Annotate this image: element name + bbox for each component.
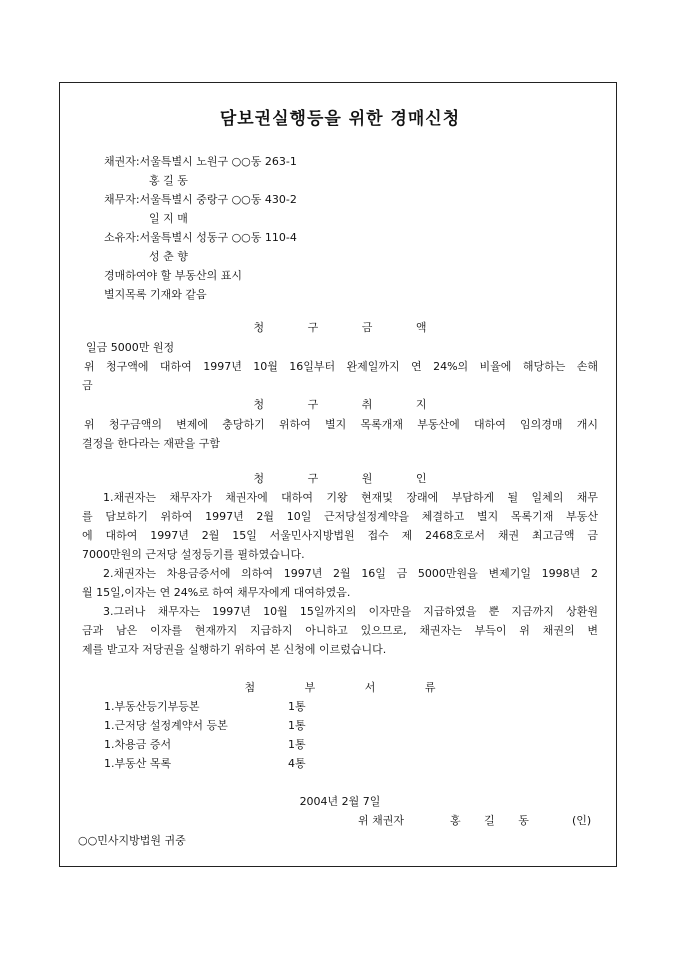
claim-cause-p1-line3: 에 대하여 1997년 2월 15일 서울민사지방법원 접수 제 2468호로서 채권 최고금액 금 [82, 529, 598, 542]
signature-seal: (인) [572, 814, 592, 827]
creditor-name: 홍 길 동 [149, 174, 188, 187]
claim-cause-p3-line2: 금과 남은 이자를 현재까지 지급하지 아니하고 있으므로, 채권자는 부득이 위 채권의 변 [82, 624, 598, 637]
claim-cause-p3-line3: 제를 받고자 저당권을 실행하기 위하여 본 신청에 이르렀습니다. [82, 643, 387, 656]
property-note: 별지목록 기재와 같음 [104, 288, 207, 301]
claim-cause-p2-line2: 월 15일,이자는 연 24%로 하여 채무자에게 대여하였음. [82, 586, 351, 599]
creditor-address: 채권자:서울특별시 노원구 ○○동 263-1 [104, 155, 297, 168]
document-title: 담보권실행등을 위한 경매신청 [219, 109, 461, 129]
claim-cause-p1-line2: 를 담보하기 위하여 1997년 2월 10일 근저당설정계약을 체결하고 별지 목록기재 부동산 [82, 510, 598, 523]
document-date: 2004년 2월 7일 [299, 795, 381, 808]
attachment-item-count: 1통 [288, 738, 306, 751]
attachment-item-name: 1.부동산 목록 [104, 757, 172, 770]
claim-amount-desc-line1: 위 청구액에 대하여 1997년 10월 16일부터 완제일까지 연 24%의 비율에 해당하는 손해 [84, 360, 598, 373]
claim-cause-p3-line1: 3.그러나 채무자는 1997년 10월 15일까지의 이자만을 지급하였을 뿐 지금까지 상환원 [103, 605, 598, 618]
claim-amount-value: 일금 5000만 원정 [86, 341, 175, 354]
attachment-item-name: 1.차용금 증서 [104, 738, 172, 751]
owner-address: 소유자:서울특별시 성동구 ○○동 110-4 [104, 231, 297, 244]
court-addressee: ○○민사지방법원 귀중 [78, 834, 186, 847]
claim-amount-desc-line2: 금 [82, 379, 93, 392]
claim-cause-p1-line1: 1.채권자는 채무자가 채권자에 대하여 기왕 현재및 장래에 부담하게 될 일체의 채무 [103, 491, 598, 504]
attachments-heading: 첨 부 서 류 [244, 681, 436, 694]
claim-amount-heading: 청 구 금 액 [253, 321, 427, 334]
debtor-address: 채무자:서울특별시 중랑구 ○○동 430-2 [104, 193, 297, 206]
attachment-item-count: 4통 [288, 757, 306, 770]
claim-purpose-heading: 청 구 취 지 [253, 398, 427, 411]
claim-purpose-line1: 위 청구금액의 변제에 충당하기 위하여 별지 목록개재 부동산에 대하여 임의경매 개시 [84, 418, 598, 431]
claim-cause-heading: 청 구 원 인 [253, 472, 427, 485]
property-heading: 경매하여야 할 부동산의 표시 [104, 269, 243, 282]
owner-name: 성 춘 향 [149, 250, 188, 263]
claim-cause-p2-line1: 2.채권자는 차용금증서에 의하여 1997년 2월 16일 금 5000만원을 변제기일 1998년 2 [103, 567, 598, 580]
attachment-item-name: 1.근저당 설정계약서 등본 [104, 719, 228, 732]
attachment-item-name: 1.부동산등기부등본 [104, 700, 200, 713]
attachment-item-count: 1통 [288, 700, 306, 713]
signature-name: 홍 길 동 [450, 814, 529, 827]
signature-label: 위 채권자 [358, 814, 405, 827]
debtor-name: 일 지 매 [149, 212, 188, 225]
attachment-item-count: 1통 [288, 719, 306, 732]
claim-cause-p1-line4: 7000만원의 근저당 설정등기를 필하였습니다. [82, 548, 305, 561]
claim-purpose-line2: 결정을 한다라는 재판을 구함 [82, 437, 221, 450]
